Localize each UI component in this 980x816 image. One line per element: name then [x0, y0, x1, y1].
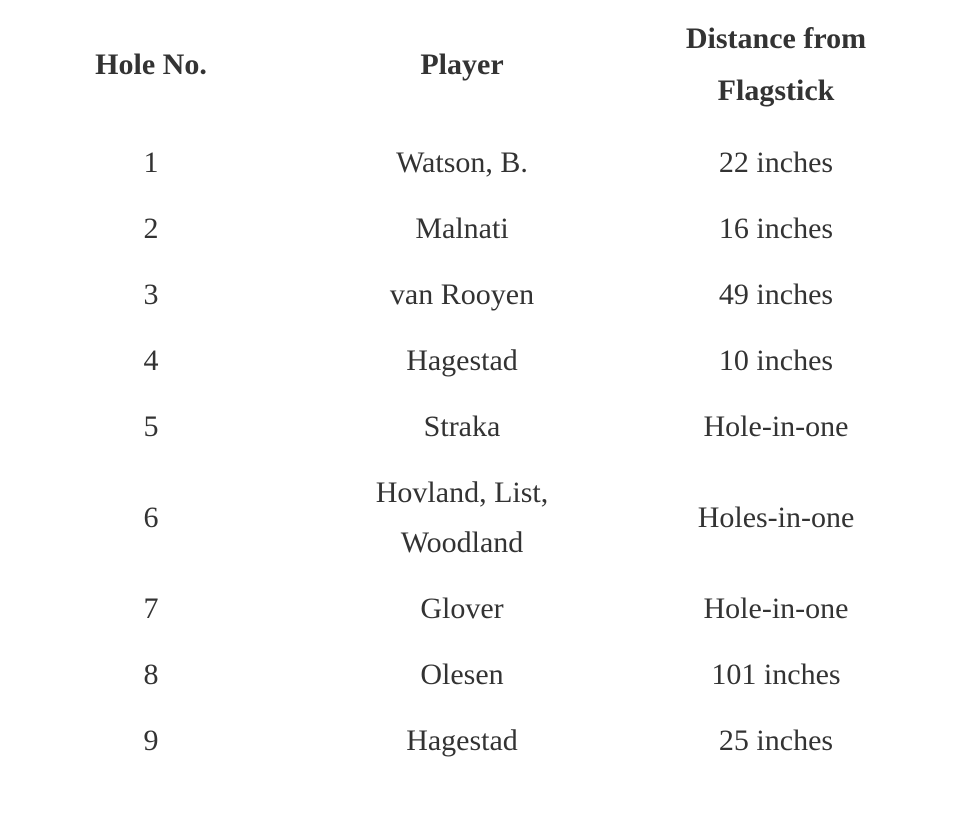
- cell-player: Hagestad: [406, 344, 518, 377]
- cell-distance: 10 inches: [718, 344, 834, 377]
- cell-player: Hagestad: [406, 724, 518, 757]
- cell-hole: 8: [143, 658, 159, 691]
- cell-distance: 25 inches: [718, 724, 834, 757]
- table-row: [0, 328, 930, 394]
- cell-player: Olesen: [420, 658, 504, 691]
- table-row: [0, 394, 930, 460]
- table-row: [0, 460, 930, 576]
- cell-distance: 49 inches: [718, 278, 834, 311]
- cell-hole: 5: [143, 410, 159, 443]
- cell-player: Watson, B.: [396, 146, 528, 179]
- table-body: [0, 130, 930, 774]
- table-row: [0, 576, 930, 642]
- cell-hole: 7: [143, 592, 159, 625]
- table-row: [0, 196, 930, 262]
- cell-hole: 4: [143, 344, 159, 377]
- header-player: Player: [420, 48, 504, 81]
- cell-hole: 9: [143, 724, 159, 757]
- cell-player: van Rooyen: [389, 278, 535, 311]
- cell-hole: 1: [143, 146, 159, 179]
- cell-distance: Hole-in-one: [703, 592, 849, 625]
- header-distance: [622, 0, 930, 130]
- cell-player: Glover: [420, 592, 504, 625]
- cell-distance: 101 inches: [711, 658, 841, 691]
- table-row: [0, 262, 930, 328]
- table-row: [0, 708, 930, 774]
- cell-distance: 22 inches: [718, 146, 834, 179]
- cell-player: [302, 460, 622, 576]
- header-distance-label: Distance from Flagstick: [685, 22, 867, 107]
- cell-distance: Holes-in-one: [697, 501, 855, 534]
- cell-hole: 2: [143, 212, 159, 245]
- header-row: [0, 0, 930, 130]
- cell-player-text: Hovland, List, Woodland: [375, 476, 549, 559]
- cell-distance: Hole-in-one: [703, 410, 849, 443]
- cell-hole: 6: [143, 501, 159, 534]
- table-header: [0, 0, 930, 130]
- header-hole-no: Hole No.: [95, 48, 207, 81]
- cell-distance: 16 inches: [718, 212, 834, 245]
- cell-player: Straka: [423, 410, 501, 443]
- table-row: [0, 642, 930, 708]
- cell-player: Malnati: [415, 212, 509, 245]
- cell-hole: 3: [143, 278, 159, 311]
- table-row: [0, 130, 930, 196]
